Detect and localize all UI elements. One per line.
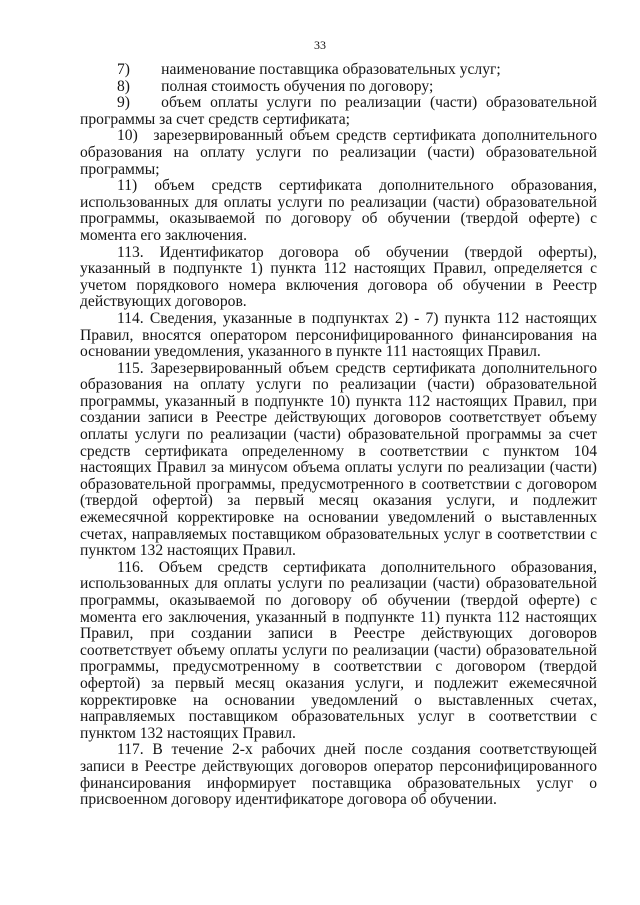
paragraph-116: 116. Объем средств сертификата дополнительного образования, использованных для оплаты услуги по реализации (части) образовательной программы, оказываемой по договору об обучении (твердой оферте) с момента его заключения, указанный в подпункте 11) пункта 112 настоящих Правил, при создании записи в Реестре действующих договоров соответствует объему оплаты услуги по реализации (части) образовательной программы, предусмотренному в соответствии с договором (твердой офертой) за первый месяц оказания услуги, и подлежит ежемесячной корректировке на основании уведомлений о выставленных счетах, направляемых поставщиком образовательных услуг в соответствии с пунктом 132 настоящих Правил. <box>80 558 597 742</box>
paragraph-114: 114. Сведения, указанные в подпунктах 2) - 7) пункта 112 настоящих Правил, вносятся оператором персонифицированного финансирования на основании уведомления, указанного в пункте 111 настоящих Правил. <box>80 309 597 361</box>
paragraph-113: 113. Идентификатор договора об обучении (твердой оферты), указанный в подпункте 1) пункта 112 настоящих Правил, определяется с учетом порядкового номера включения договора об обучении в Реестр действующих договоров. <box>80 243 597 311</box>
list-item-7: 7) наименование поставщика образовательных услуг; <box>117 61 501 78</box>
document-body <box>80 62 597 809</box>
paragraph-115: 115. Зарезервированный объем средств сертификата дополнительного образования на оплату услуги по реализации (части) образовательной программы, указанный в подпункте 10) пункта 112 настоящих Правил, при создании записи в Реестре действующих договоров соответствует объему оплаты услуги по реализации (части) образовательной программы за счет средств сертификата определенному в соответствии с пунктом 104 настоящих Правил за минусом объема оплаты услуги по реализации (части) образовательной программы, предусмотренного в соответствии с договором (твердой офертой) за первый месяц оказания услуги, и подлежит ежемесячной корректировке на основании уведомлений о выставленных счетах, направляемых поставщиком образовательных услуг в соответствии с пунктом 132 настоящих Правил. <box>80 359 597 560</box>
list-item-10: 10) зарезервированный объем средств сертификата дополнительного образования на оплату услуги по реализации (части) образовательной программы; <box>80 127 597 178</box>
list-item-11: 11) объем средств сертификата дополнительного образования, использованных для оплаты услуги по реализации (части) образовательной программы, оказываемой по договору об обучении (твердой оферте) с момента его заключения. <box>80 177 597 244</box>
list-item-8: 8) полная стоимость обучения по договору; <box>117 77 434 95</box>
list-item-9: 9) объем оплаты услуги по реализации (части) образовательной программы за счет средств сертификата; <box>80 94 597 128</box>
paragraph-117: 117. В течение 2-х рабочих дней после создания соответствующей записи в Реестре действующих договоров оператор персонифицированного финансирования информирует поставщика образовательных услуг о присвоенном договору идентификаторе договора об обучении. <box>80 741 597 809</box>
page-number: 33 <box>314 38 326 52</box>
